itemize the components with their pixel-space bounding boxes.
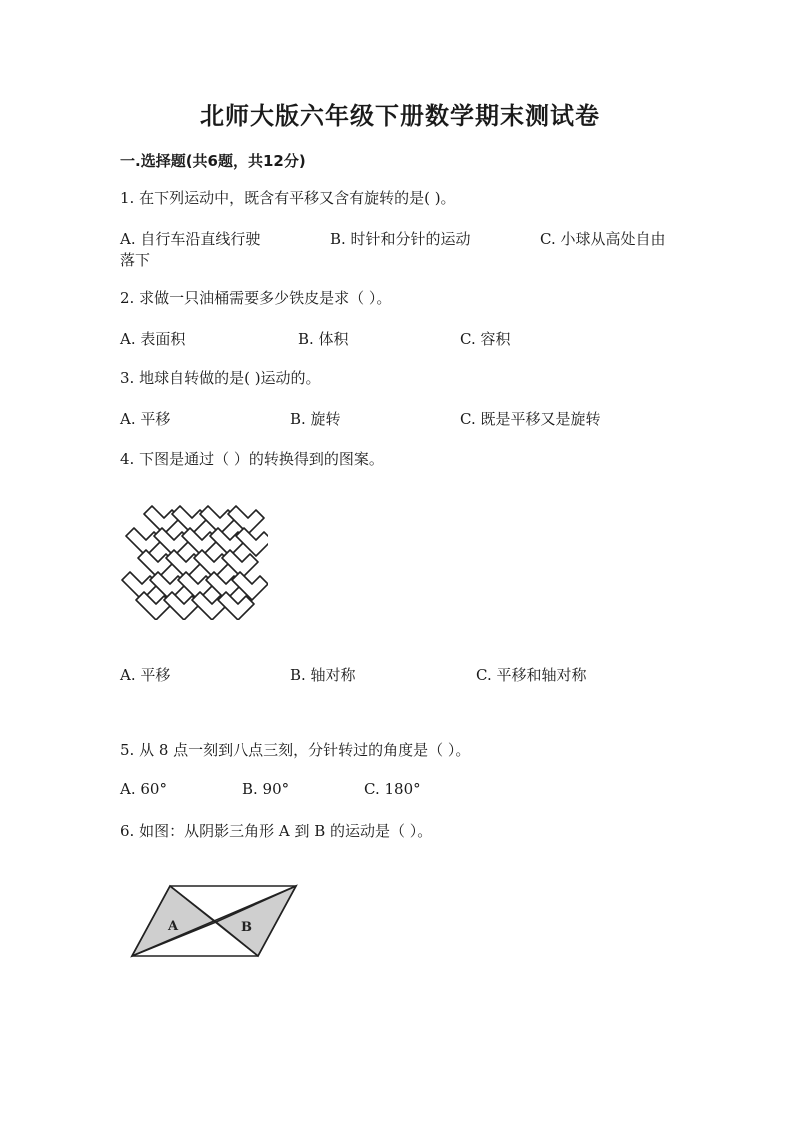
pattern-tile <box>232 572 268 600</box>
q2-option-b: B. 体积 <box>298 330 349 348</box>
q3-option-a: A. 平移 <box>120 410 171 428</box>
question-3: 3. 地球自转做的是( )运动的。 <box>120 369 321 387</box>
q1-option-c: C. 小球从高处自由 <box>540 230 666 248</box>
q5-option-b: B. 90° <box>242 780 290 798</box>
question-2: 2. 求做一只油桶需要多少铁皮是求（ ）。 <box>120 289 392 307</box>
q4-option-c: C. 平移和轴对称 <box>476 666 587 684</box>
q2-option-a: A. 表面积 <box>120 330 186 348</box>
label-b: B <box>241 920 252 935</box>
q3-option-b: B. 旋转 <box>290 410 341 428</box>
question-5: 5. 从 8 点一刻到八点三刻，分针转过的角度是（ ）。 <box>120 741 471 759</box>
q5-option-a: A. 60° <box>120 780 167 798</box>
triangle-b <box>216 886 296 956</box>
q4-option-a: A. 平移 <box>120 666 171 684</box>
parallelogram-figure <box>126 882 302 960</box>
q3-option-c: C. 既是平移又是旋转 <box>460 410 601 428</box>
q4-option-b: B. 轴对称 <box>290 666 356 684</box>
q2-option-c: C. 容积 <box>460 330 511 348</box>
question-6: 6. 如图：从阴影三角形 A 到 B 的运动是（ ）。 <box>120 822 433 840</box>
q1-option-b: B. 时针和分针的运动 <box>330 230 471 248</box>
q1-option-c-wrap: 落下 <box>120 251 151 269</box>
q5-option-c: C. 180° <box>364 780 421 798</box>
page-title: 北师大版六年级下册数学期末测试卷 <box>200 102 600 130</box>
section-heading: 一.选择题(共6题，共12分) <box>120 152 306 170</box>
question-1: 1. 在下列运动中，既含有平移又含有旋转的是( )。 <box>120 189 456 207</box>
label-a: A <box>168 919 179 934</box>
q1-option-a: A. 自行车沿直线行驶 <box>120 230 261 248</box>
tessellation-figure <box>118 500 268 620</box>
question-4: 4. 下图是通过（ ）的转换得到的图案。 <box>120 450 384 468</box>
